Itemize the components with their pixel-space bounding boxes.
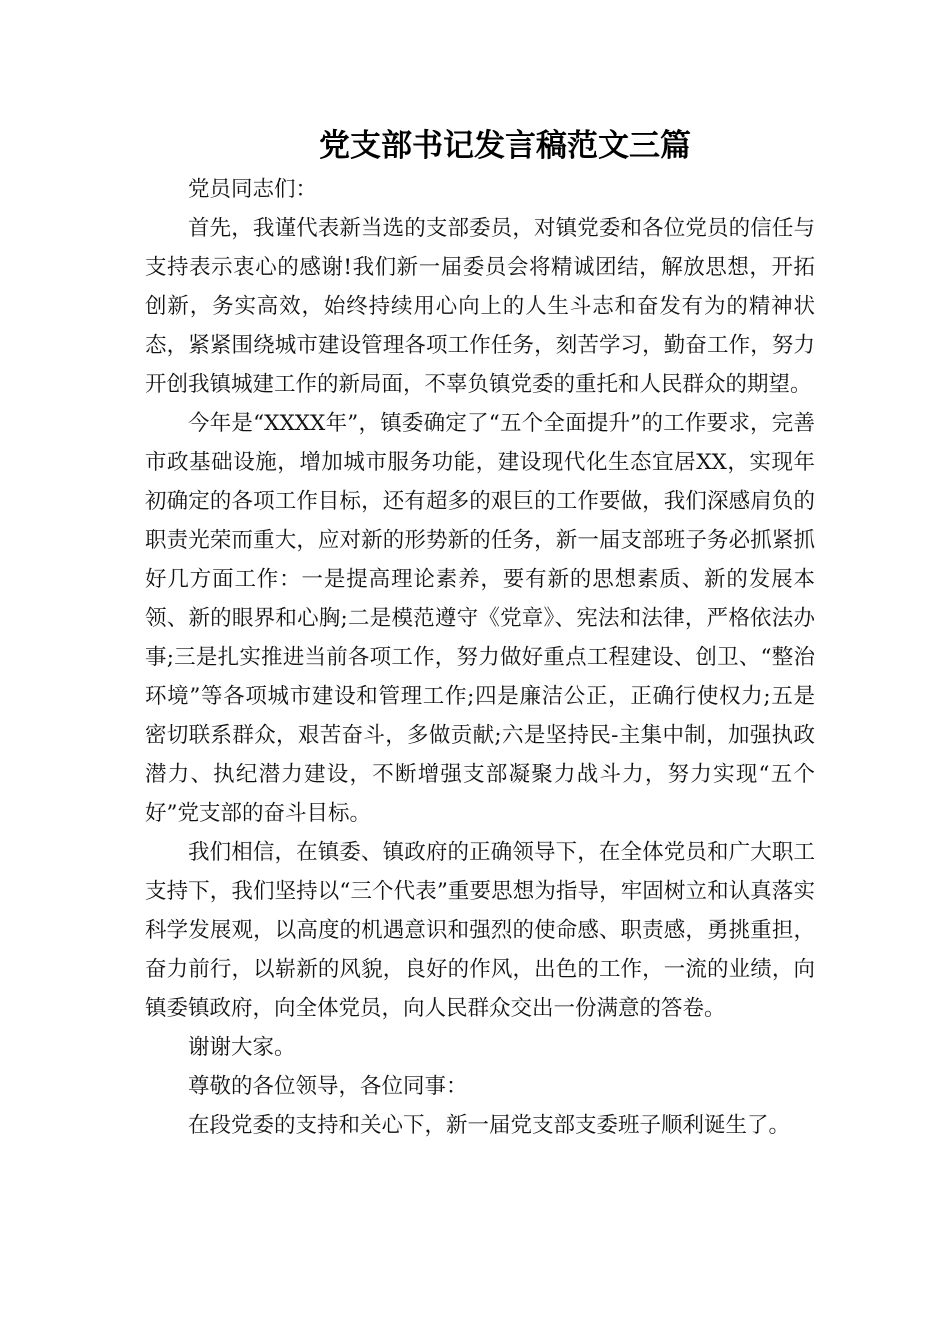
- document-body: [145, 170, 815, 1145]
- body-paragraph: 在段党委的支持和关心下，新一届党支部支委班子顺利诞生了。: [188, 1113, 791, 1138]
- closing-paragraph: 谢谢大家。: [188, 1035, 296, 1060]
- body-paragraph: 我们相信，在镇委、镇政府的正确领导下，在全体党员和广大职工支持下，我们坚持以“三个代表”重要思想为指导，牢固树立和认真落实科学发展观，以高度的机遇意识和强烈的使命感、职责感，勇挑重担，奋力前行，以崭新的风貌，良好的作风，出色的工作，一流的业绩，向镇委镇政府，向全体党员，向人民群众交出一份满意的答卷。: [145, 840, 815, 1021]
- body-paragraph: 今年是“XXXX年”，镇委确定了“五个全面提升”的工作要求，完善市政基础设施，增加城市服务功能，建设现代化生态宜居XX，实现年初确定的各项工作目标，还有超多的艰巨的工作要做，我们深感肩负的职责光荣而重大，应对新的形势新的任务，新一届支部班子务必抓紧抓好几方面工作：一是提高理论素养，要有新的思想素质、新的发展本领、新的眼界和心胸;二是模范遵守《党章》、宪法和法律，严格依法办事;三是扎实推进当前各项工作，努力做好重点工程建设、创卫、“整治环境”等各项城市建设和管理工作;四是廉洁公正，正确行使权力;五是密切联系群众，艰苦奋斗，多做贡献;六是坚持民-主集中制，加强执政潜力、执纪潜力建设，不断增强支部凝聚力战斗力，努力实现“五个好”党支部的奋斗目标。: [145, 411, 815, 826]
- salutation-paragraph: 尊敬的各位领导，各位同事：: [188, 1074, 468, 1099]
- document-title: 党支部书记发言稿范文三篇: [319, 128, 691, 164]
- salutation-paragraph: 党员同志们：: [188, 177, 318, 202]
- body-paragraph: 首先，我谨代表新当选的支部委员，对镇党委和各位党员的信任与支持表示衷心的感谢!我们新一届委员会将精诚团结，解放思想，开拓创新，务实高效，始终持续用心向上的人生斗志和奋发有为的精神状态，紧紧围绕城市建设管理各项工作任务，刻苦学习，勤奋工作，努力开创我镇城建工作的新局面，不辜负镇党委的重托和人民群众的期望。: [145, 216, 815, 397]
